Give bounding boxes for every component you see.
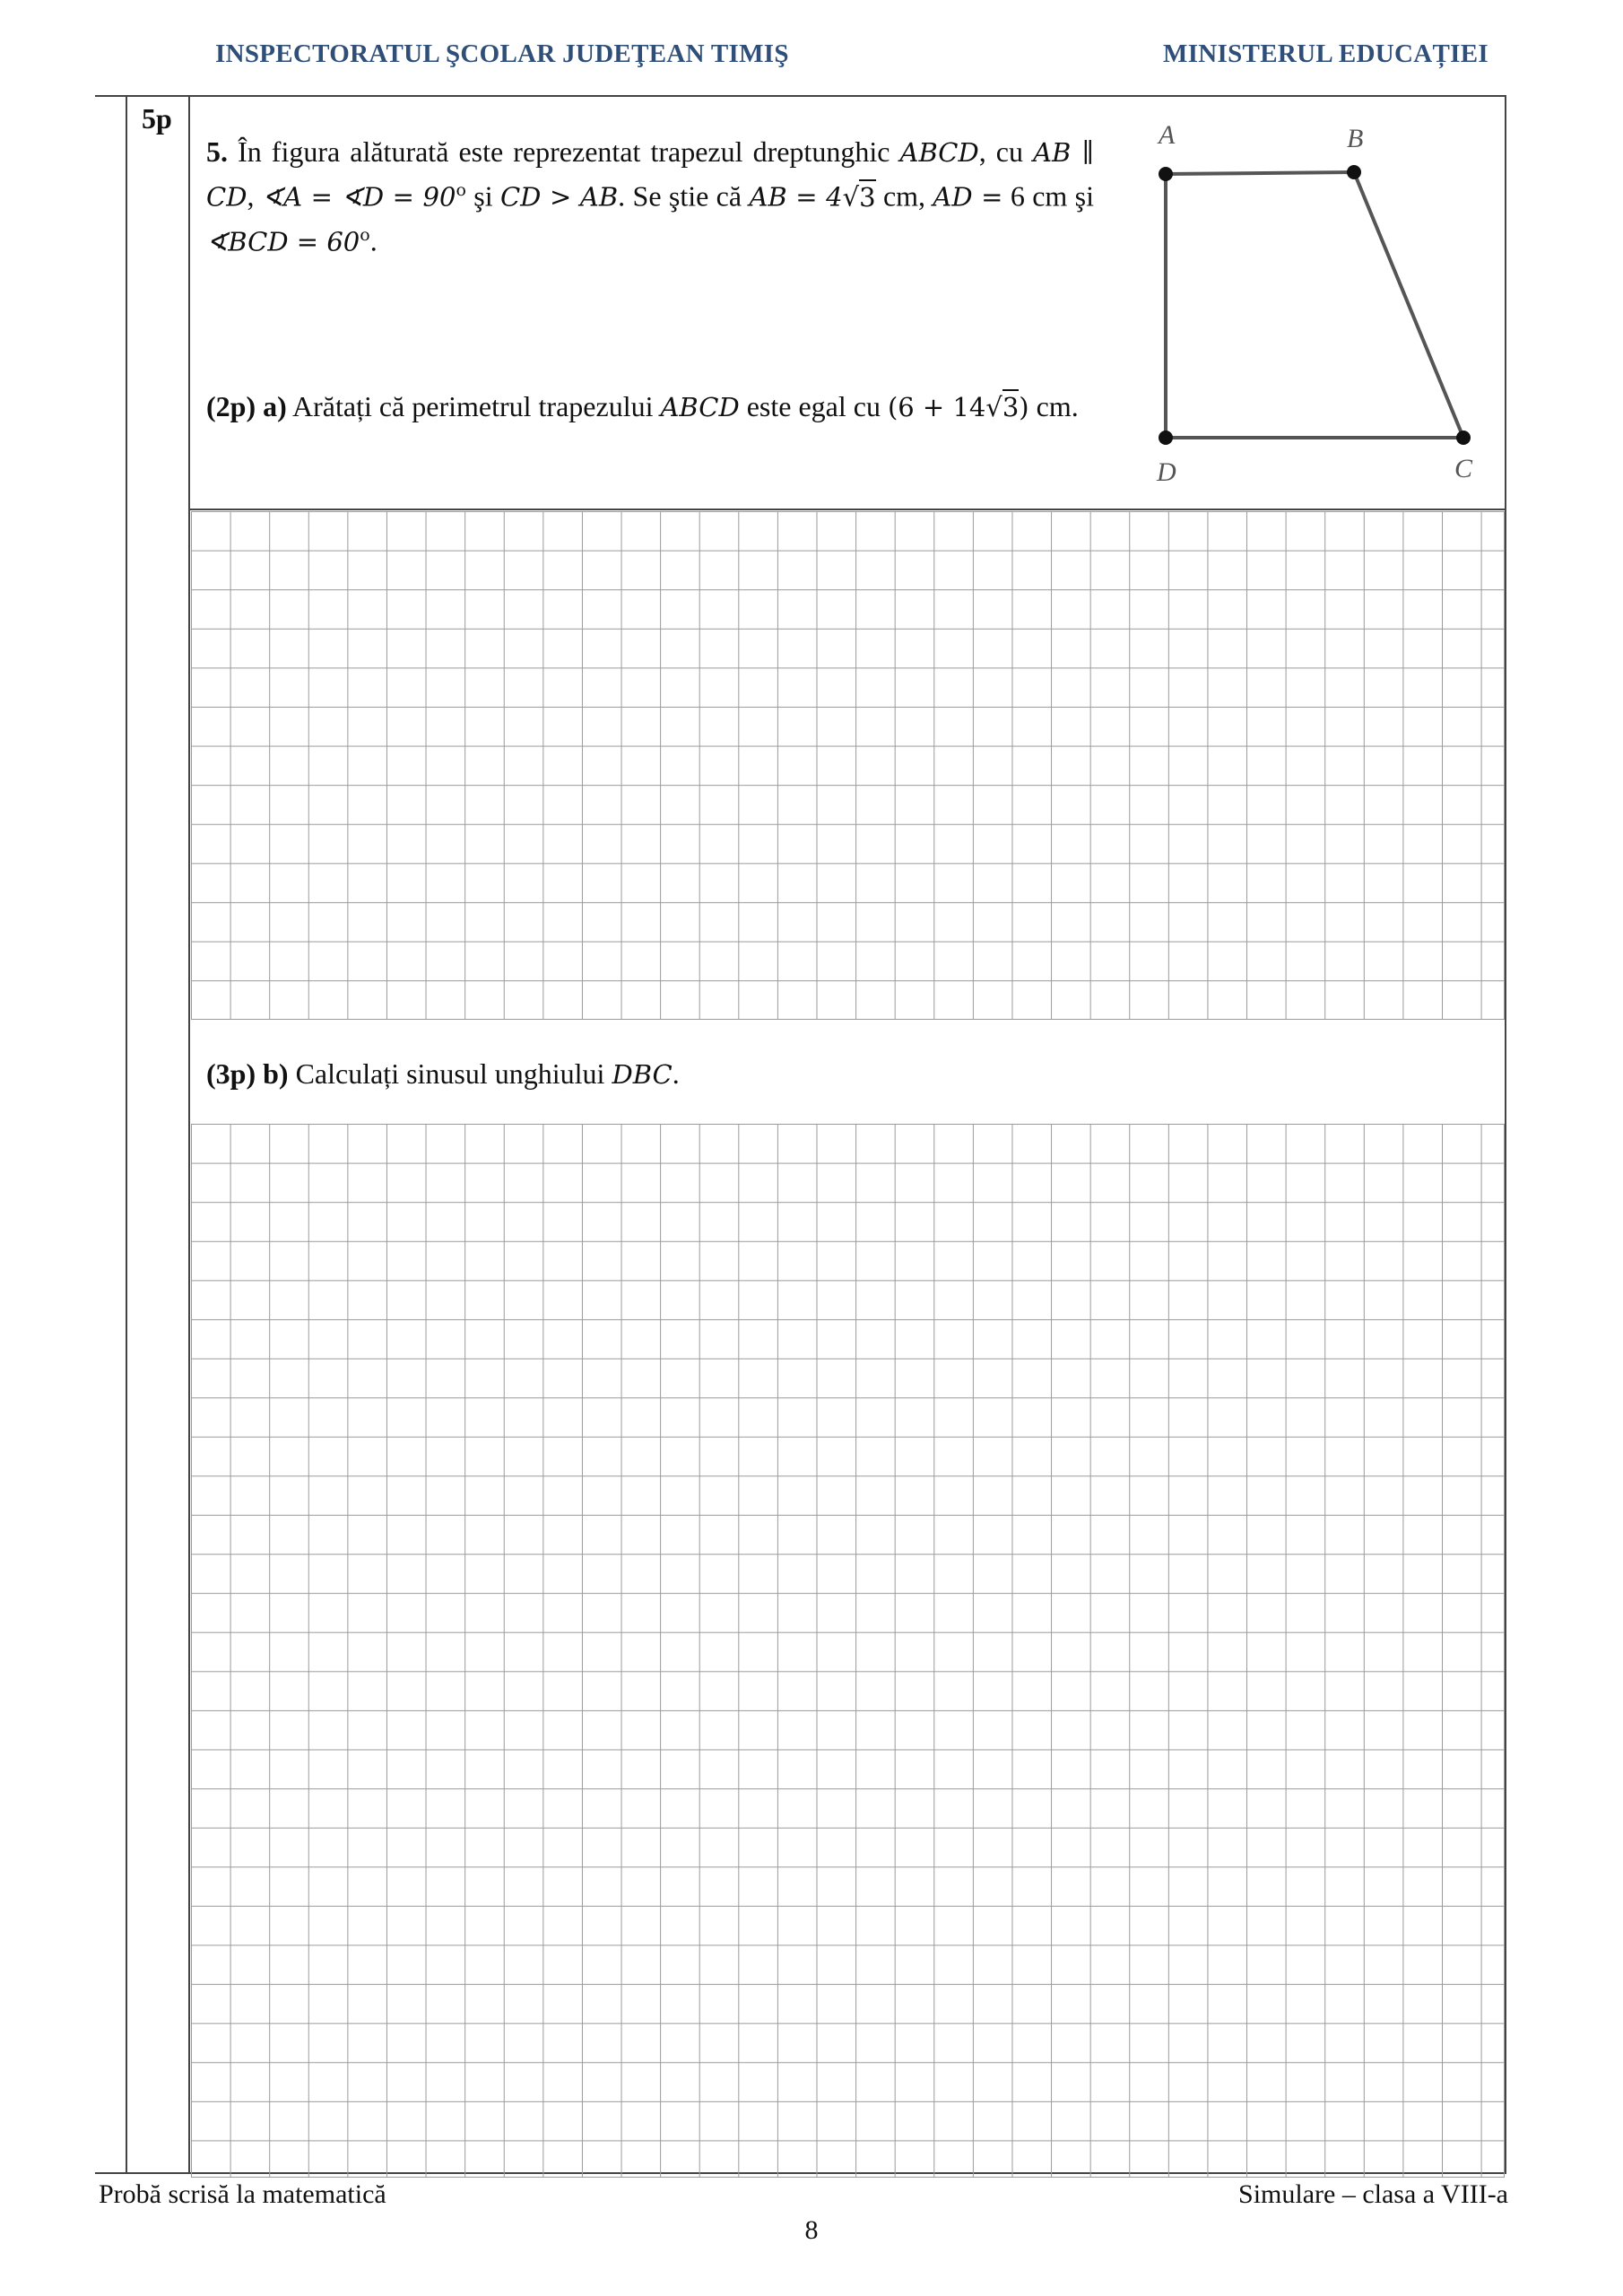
math-angle-bcd: ∢BCD = 60: [206, 226, 360, 257]
trapezoid-figure: [1139, 126, 1497, 502]
part-b: [206, 1055, 680, 1093]
problem-number: 5.: [206, 135, 228, 168]
left-border: [126, 95, 127, 2174]
trapezoid-outline: [1166, 172, 1463, 438]
part-a-text: cm.: [1028, 390, 1079, 422]
math-sqrt-arg: 3: [859, 179, 875, 213]
part-b-text: .: [672, 1057, 680, 1090]
vertex-d-point: [1159, 430, 1173, 445]
footer-exam-type: Simulare – clasa a VIII-a: [1238, 2179, 1508, 2209]
header-ministry: MINISTERUL EDUCAȚIEI: [1163, 39, 1488, 68]
statement-text: cm,: [875, 179, 933, 213]
statement-text: , cu: [978, 135, 1034, 168]
part-a: (2p) a) Arătați că perimetrul trapezului ABCD este egal cu (6 + 14√3) cm.: [206, 390, 1079, 422]
top-rule: [95, 95, 1506, 97]
statement-text: .: [369, 224, 378, 257]
statement-text: 6 cm şi: [1002, 179, 1095, 213]
statement-text: şi: [465, 179, 500, 213]
math-perimeter: (6 + 14: [887, 392, 986, 422]
vertex-d-label: D: [1157, 457, 1176, 487]
part-b-text: Calculați sinusul unghiului: [288, 1057, 612, 1090]
math-degree: o: [456, 180, 466, 200]
statement-divider: [188, 509, 1506, 510]
right-border: [1505, 95, 1506, 2174]
statement-text: . Se ştie că: [618, 179, 750, 213]
math-abcd: ABCD: [899, 137, 979, 168]
vertex-c-label: C: [1454, 454, 1473, 483]
math-sqrt-arg: 3: [1002, 389, 1019, 422]
problem-statement: 5. În figura alăturată este reprezentat trapezul dreptunghic ABCD, cu AB ∥ CD, ∢A = ∢D = $90^o$ şi CD > AB. Se ştie că AB = 4√3 cm, AD = 6 cm şi ∢BCD = $60^o$.: [206, 135, 1095, 257]
answer-grid-b: [191, 1124, 1505, 2178]
statement-text: ,: [247, 179, 262, 213]
statement-text: În figura alăturată este reprezentat trapezul dreptunghic: [228, 135, 900, 168]
vertex-a-label: A: [1159, 126, 1176, 150]
vertex-c-point: [1456, 430, 1471, 445]
math-dbc: DBC: [612, 1059, 673, 1090]
footer-exam-name: Probă scrisă la matematică: [99, 2179, 386, 2209]
math-abcd: ABCD: [660, 392, 740, 422]
part-a-label: (2p) a): [206, 390, 287, 422]
part-a-text: este egal cu: [739, 390, 888, 422]
math-inequality: CD > AB: [499, 181, 619, 213]
math-parallel: AB ∥ CD: [206, 137, 1095, 213]
part-b-label: (3p) b): [206, 1057, 289, 1090]
vertex-a-point: [1159, 167, 1173, 181]
problem-points: 5p: [142, 102, 172, 135]
vertex-b-point: [1347, 165, 1361, 179]
points-column-border: [188, 95, 190, 2174]
math-degree: o: [360, 224, 370, 245]
vertex-b-label: B: [1347, 126, 1364, 153]
math-paren: ): [1019, 392, 1029, 422]
math-ad-length: AD =: [933, 181, 1003, 213]
answer-grid-a: [191, 511, 1505, 1020]
math-ab-length: AB = 4: [749, 181, 843, 213]
page-number: 8: [804, 2215, 819, 2245]
math-angles: ∢A = ∢D = 90: [261, 181, 456, 213]
header-institution: INSPECTORATUL ŞCOLAR JUDEŢEAN TIMIŞ: [215, 39, 789, 68]
part-a-text: Arătați că perimetrul trapezului: [286, 390, 661, 422]
